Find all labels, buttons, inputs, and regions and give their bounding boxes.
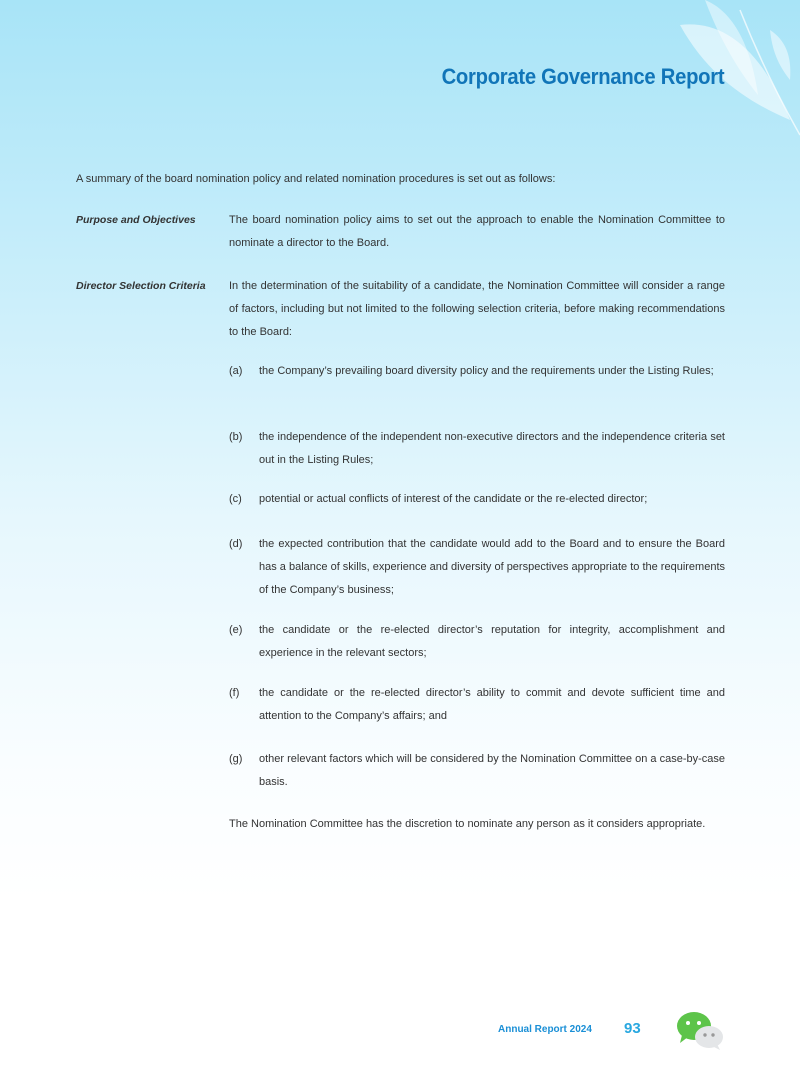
closing-paragraph: The Nomination Committee has the discretion to nominate any person as it considers appropriate. [229,818,706,830]
criteria-item-a [229,360,725,383]
item-marker: (d) [229,538,243,550]
section-body-purpose: The board nomination policy aims to set out the approach to enable the Nomination Committee to nominate a director to the Board. [229,214,725,249]
item-text: the independence of the independent non-executive directors and the independence criteria set out in the Listing Rules; [259,431,725,466]
page-number: 93 [624,1020,641,1037]
wechat-icon [674,1010,726,1052]
item-marker: (a) [229,365,243,377]
criteria-item-c [229,488,725,511]
item-marker: (c) [229,493,242,505]
section-label-criteria: Director Selection Criteria [76,280,206,292]
section-body-criteria: In the determination of the suitability of a candidate, the Nomination Committee will consider a range of factors, including but not limited to the following selection criteria, before making recommendations to the Board: [229,280,725,338]
section-label-purpose: Purpose and Objectives [76,214,196,226]
item-text: potential or actual conflicts of interest of the candidate or the re-elected director; [259,493,648,505]
page-title: Corporate Governance Report [441,64,724,89]
item-text: other relevant factors which will be considered by the Nomination Committee on a case-by-case basis. [259,753,725,788]
criteria-item-e [229,619,725,665]
criteria-item-g [229,748,725,794]
item-text: the expected contribution that the candidate would add to the Board and to ensure the Board has a balance of skills, experience and diversity of perspectives appropriate to the requirements of the Company’s business; [259,538,725,596]
item-marker: (b) [229,431,243,443]
criteria-item-f [229,682,725,728]
item-marker: (f) [229,687,240,699]
item-text: the candidate or the re-elected director’s reputation for integrity, accomplishment and experience in the relevant sectors; [259,624,725,659]
item-text: the candidate or the re-elected director’s ability to commit and devote sufficient time and attention to the Company’s affairs; and [259,687,725,722]
criteria-item-d [229,533,725,602]
item-marker: (e) [229,624,243,636]
intro-paragraph: A summary of the board nomination policy and related nomination procedures is set out as follows: [76,173,556,185]
criteria-item-b [229,426,725,472]
item-text: the Company’s prevailing board diversity policy and the requirements under the Listing Rules; [259,365,714,377]
item-marker: (g) [229,753,243,765]
footer-report-name: Annual Report 2024 [498,1024,592,1035]
